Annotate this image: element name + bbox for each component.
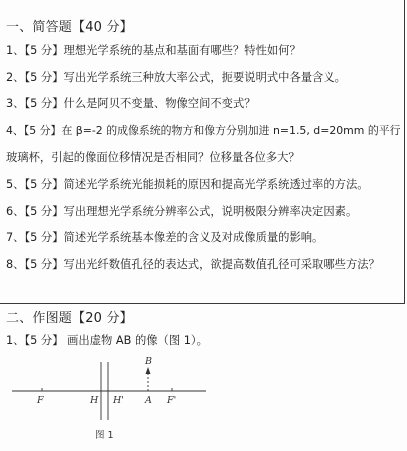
question-number: 6、 [6,205,25,218]
question-text: 【5 分】写出理想光学系统分辨率公式，说明极限分辨率决定因素。 [24,205,358,218]
question-number: 2、 [6,71,25,84]
question-number: 7、 [6,231,25,244]
figure-caption: 图 1 [95,430,114,441]
question-4 [6,124,401,138]
question-text: 【5 分】简述光学系统基本像差的含义及对成像质量的影响。 [24,231,324,244]
question-number: 4、 [6,124,24,137]
question-1 [6,44,301,58]
label-a: A [145,395,152,406]
question-number: 1、 [6,44,25,57]
question-5 [6,178,369,192]
question-text: 【5 分】写出光学系统三种放大率公式，扼要说明式中各量含义。 [24,71,346,84]
question-text: 【5 分】理想光学系统的基点和基面有哪些？特性如何？ [24,44,301,57]
question-2 [6,71,346,85]
question-3 [6,97,256,111]
question-4-continuation: 玻璃杯，引起的像面位移情况是否相同？位移量各位多大？ [6,151,300,164]
question-8 [6,258,380,272]
section2-title: 二、作图题【20 分】 [6,311,133,326]
label-b: B [145,356,152,367]
section1-title: 一、简答题【40 分】 [6,20,133,35]
label-f: F [37,395,44,406]
label-f-prime: F' [167,395,177,406]
label-h-prime: H' [113,395,124,406]
question-text: 【5 分】 画出虚物 AB 的像（图 1）。 [24,334,208,347]
question-6 [6,205,357,219]
question-number: 5、 [6,178,25,191]
question-text: 【5 分】简述光学系统光能损耗的原因和提高光学系统透过率的方法。 [24,178,369,191]
question-number: 1、 [6,334,25,347]
question-text: 【5 分】什么是阿贝不变量、物像空间不变式？ [24,97,256,110]
question-number: 3、 [6,97,25,110]
label-h: H [90,395,99,406]
question-text: 【5 分】在 β=-2 的成像系统的物方和像方分别加进 n=1.5, d=20mm 的平行 [23,124,401,137]
arrow-head-icon [146,367,151,374]
question-number: 8、 [6,258,25,271]
question-text: 【5 分】写出光纤数值孔径的表达式，欲提高数值孔径可采取哪些方法？ [24,258,380,271]
figure-1-diagram [0,350,407,425]
drawing-question-1 [6,334,208,348]
question-7 [6,231,323,245]
